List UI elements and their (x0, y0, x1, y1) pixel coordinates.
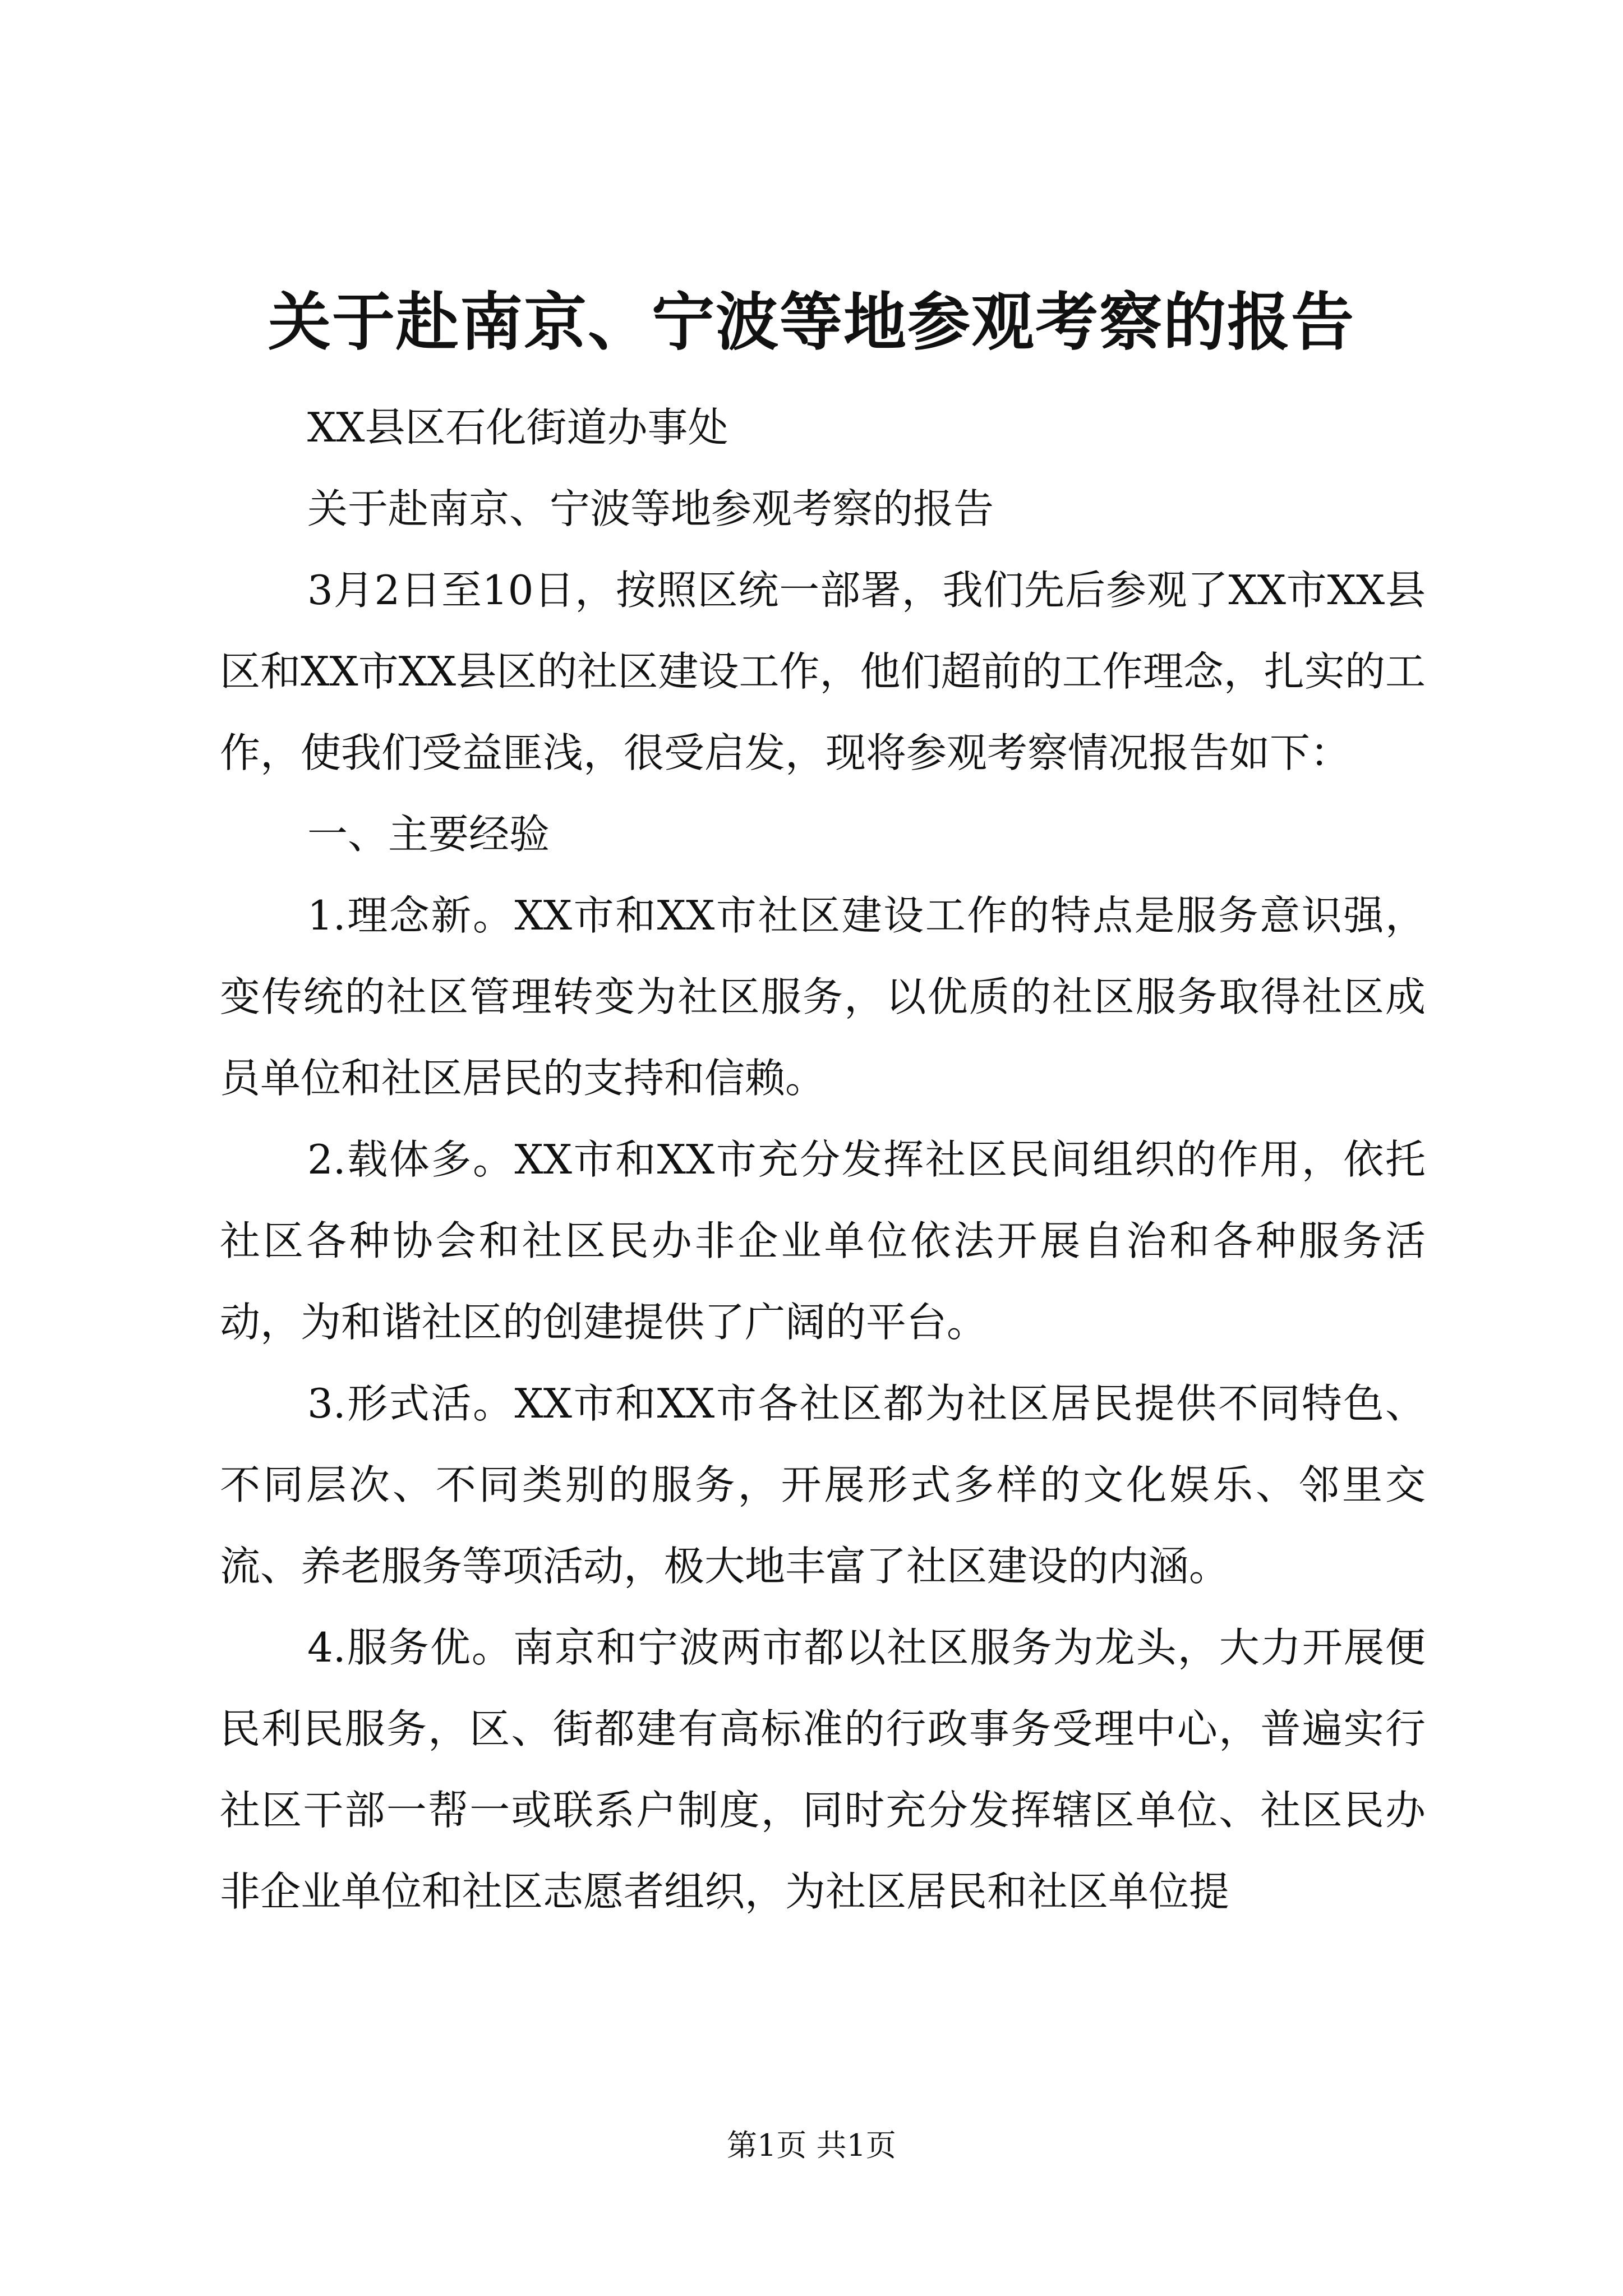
paragraph-item-1: 1.理念新。XX市和XX市社区建设工作的特点是服务意识强，变传统的社区管理转变为社区服务，以优质的社区服务取得社区成员单位和社区居民的支持和信赖。 (220, 892, 1426, 1102)
section-heading-main-experience: 一、主要经验 (307, 811, 550, 858)
page-number-footer: 第1页 共1页 (727, 2128, 896, 2163)
document-title: 关于赴南京、宁波等地参观考察的报告 (268, 286, 1355, 359)
paragraph-intro: 3月2日至10日，按照区统一部署，我们先后参观了XX市XX县区和XX市XX县区的社区建设工作，他们超前的工作理念，扎实的工作，使我们受益匪浅，很受启发，现将参观考察情况报告如下： (220, 567, 1426, 776)
paragraph-item-2: 2.载体多。XX市和XX市充分发挥社区民间组织的作用，依托社区各种协会和社区民办非企业单位依法开展自治和各种服务活动，为和谐社区的创建提供了广阔的平台。 (220, 1136, 1426, 1346)
paragraph-issuer: XX县区石化街道办事处 (307, 404, 728, 451)
paragraph-item-3: 3.形式活。XX市和XX市各社区都为社区居民提供不同特色、不同层次、不同类别的服务，开展形式多样的文化娱乐、邻里交流、养老服务等项活动，极大地丰富了社区建设的内涵。 (220, 1380, 1426, 1590)
paragraph-item-4: 4.服务优。南京和宁波两市都以社区服务为龙头，大力开展便民利民服务，区、街都建有高标准的行政事务受理中心，普遍实行社区干部一帮一或联系户制度，同时充分发挥辖区单位、社区民办非企业单位和社区志愿者组织，为社区居民和社区单位提 (220, 1624, 1426, 1915)
document-body (220, 387, 1426, 1932)
paragraph-subtitle: 关于赴南京、宁波等地参观考察的报告 (307, 485, 994, 532)
